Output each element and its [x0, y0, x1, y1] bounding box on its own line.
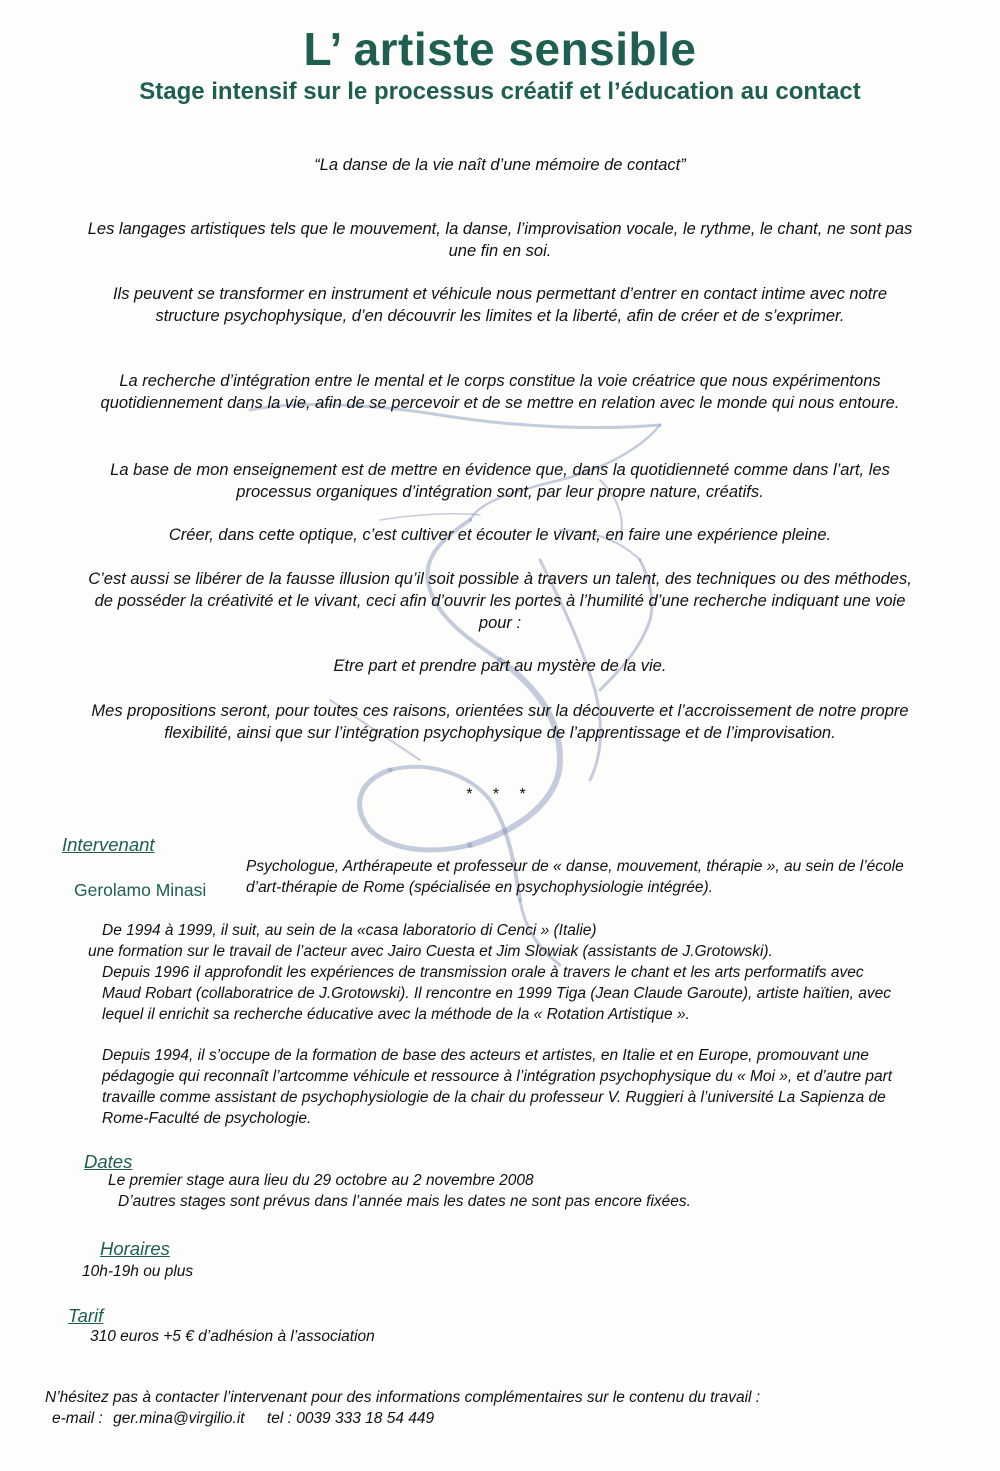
presenter-name: Gerolamo Minasi — [74, 880, 207, 900]
dates-other-stages: D’autres stages sont prévus dans l’année mais les dates ne sont pas encore fixées. — [118, 1193, 691, 1210]
presenter-bio-2: une formation sur le travail de l’acteur avec Jairo Cuesta et Jim Slowiak (assistants de J.Grotowski). — [88, 943, 773, 960]
paragraph-6: C’est aussi se libérer de la fausse illusion qu’il soit possible à travers un talent, des techniques ou des méthodes, de posséder la créativité et le vivant, ceci afin d’ouvrir les portes à l’humilité d’une recherche indiquant une voie pour : — [88, 570, 912, 632]
intervenant-heading: Intervenant — [62, 834, 155, 855]
tarif-heading: Tarif — [68, 1305, 104, 1326]
email-address[interactable]: ger.mina@virgilio.it — [113, 1410, 245, 1427]
paragraph-2: Ils peuvent se transformer en instrument et véhicule nous permettant d’entrer en contact intime avec notre structure psychophysique, d’en découvrir les limites et la liberté, afin de créer et de s’exprimer. — [112, 285, 888, 325]
presenter-role: Psychologue, Arthérapeute et professeur de « danse, mouvement, thérapie », au sein de l’école d’art-thérapie de Rome (spécialisée en psychophysiologie intégrée). — [246, 858, 904, 896]
page-subtitle: Stage intensif sur le processus créatif et l’éducation au contact — [139, 78, 861, 105]
dates-heading: Dates — [84, 1151, 133, 1172]
presenter-bio-4: Depuis 1994, il s’occupe de la formation de base des acteurs et artistes, en Italie et en Europe, promouvant une pédagogie qui reconnaît l’artcomme véhicule et ressource à l’intégration psychophysique du « Moi », et d’autre part travaille comme assistant de psychophysiologie de la chair du professeur V. Ruggieri à l’université La Sapienza de Rome-Faculté de psychologie. — [102, 1047, 893, 1127]
paragraph-4: La base de mon enseignement est de mettre en évidence que, dans la quotidienneté comme dans l’art, les processus organiques d’intégration sont, par leur propre nature, créatifs. — [110, 461, 890, 501]
section-separator: * * * — [466, 786, 534, 803]
horaires-value: 10h-19h ou plus — [82, 1263, 194, 1280]
tarif-value: 310 euros +5 € d’adhésion à l’association — [90, 1328, 375, 1345]
contact-details — [52, 1410, 434, 1428]
page-title: L’ artiste sensible — [303, 23, 697, 75]
horaires-heading: Horaires — [100, 1238, 170, 1259]
presenter-bio-3: Depuis 1996 il approfondit les expériences de transmission orale à travers le chant et les arts performatifs avec Maud Robart (collaboratrice de J.Grotowski). Il rencontre en 1999 Tiga (Jean Claude Garoute), artiste haïtien, avec lequel il enrichit sa recherche éducative avec la méthode de la « Rotation Artistique ». — [102, 964, 892, 1023]
phone-number: tel : 0039 333 18 54 449 — [266, 1410, 435, 1427]
dates-first-stage: Le premier stage aura lieu du 29 octobre au 2 novembre 2008 — [108, 1172, 534, 1189]
opening-quote: “La danse de la vie naît d’une mémoire de contact” — [314, 156, 686, 174]
paragraph-5: Créer, dans cette optique, c’est cultiver et écouter le vivant, en faire une expérience pleine. — [168, 526, 832, 544]
paragraph-7: Etre part et prendre part au mystère de la vie. — [333, 657, 667, 675]
contact-intro: N’hésitez pas à contacter l’intervenant pour des informations complémentaires sur le contenu du travail : — [45, 1389, 761, 1406]
paragraph-8: Mes propositions seront, pour toutes ces raisons, orientées sur la découverte et l’accroissement de notre propre flexibilité, ainsi que sur l’intégration psychophysique de l’apprentissage et de l’improvisation. — [91, 702, 909, 742]
presenter-bio-1: De 1994 à 1999, il suit, au sein de la «casa laboratorio di Cenci » (Italie) — [102, 922, 597, 939]
paragraph-3: La recherche d’intégration entre le mental et le corps constitue la voie créatrice que nous expérimentons quotidiennement dans la vie, afin de se percevoir et de se mettre en relation avec le monde qui nous entoure. — [100, 372, 900, 412]
email-label: e-mail : — [52, 1410, 103, 1427]
paragraph-1: Les langages artistiques tels que le mouvement, la danse, l’improvisation vocale, le rythme, le chant, ne sont pas une fin en soi. — [87, 220, 913, 260]
